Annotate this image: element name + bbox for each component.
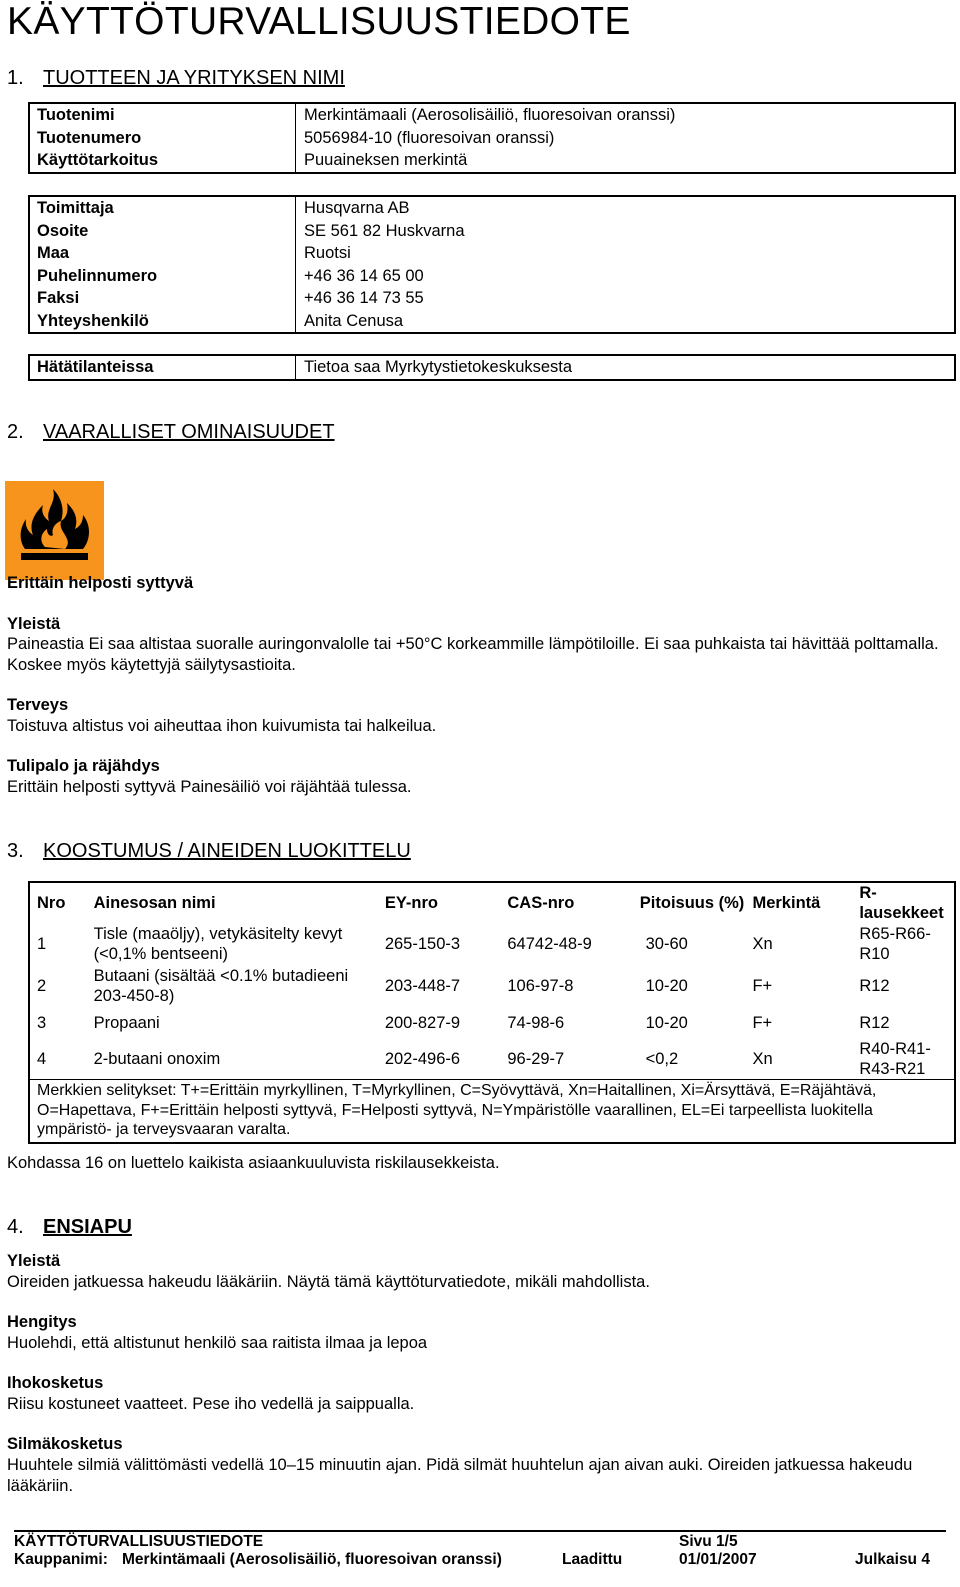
field-value: SE 561 82 Huskvarna <box>296 220 956 243</box>
section-title: KOOSTUMUS / AINEIDEN LUOKITTELU <box>43 840 411 862</box>
subsection-text: Huuhtele silmiä välittömästi vedellä 10–15 minuutin ajan. Pidä silmät huuhtelun ajan aivan auki. Oireiden jatkuessa hakeudu lääkäriin. <box>7 1456 913 1495</box>
table-cell: R65-R66-R10 <box>859 925 931 963</box>
table-cell: Butaani (sisältää <0.1% butadieeni 203-450-8) <box>93 967 349 1005</box>
table-row <box>29 127 955 150</box>
subsection-text: Oireiden jatkuessa hakeudu lääkäriin. Näytä tämä käyttöturvatiedote, mikäli mahdollista. <box>7 1273 650 1291</box>
field-value: Husqvarna AB <box>296 196 956 220</box>
table-cell: 96-29-7 <box>507 1050 565 1068</box>
field-label: Faksi <box>37 289 80 308</box>
subsection-heading: Tulipalo ja räjähdys <box>7 757 160 775</box>
table-cell: Xn <box>752 1050 773 1068</box>
section-3-heading <box>7 839 411 863</box>
table-cell: 64742-48-9 <box>507 935 592 953</box>
column-header: EY-nro <box>384 894 438 912</box>
field-value: 5056984-10 (fluoresoivan oranssi) <box>296 127 956 150</box>
table-cell: R12 <box>859 977 890 995</box>
field-label: Toimittaja <box>37 199 114 218</box>
column-header: Pitoisuus (%) <box>639 894 745 912</box>
field-label: Maa <box>37 244 70 263</box>
table-cell: 265-150-3 <box>384 935 461 953</box>
column-header: R-lausekkeet <box>859 884 944 922</box>
table-row <box>29 103 955 127</box>
table-row <box>29 310 955 334</box>
section-number: 1. <box>7 67 24 89</box>
table-row <box>29 220 955 243</box>
field-value: Ruotsi <box>296 242 956 265</box>
section-title: VAARALLISET OMINAISUUDET <box>43 421 335 443</box>
field-value: Merkintämaali (Aerosolisäiliö, fluoresoivan oranssi) <box>296 103 956 127</box>
table-cell: R12 <box>859 1014 890 1032</box>
column-header: CAS-nro <box>507 894 575 912</box>
table-cell: 3 <box>37 1014 47 1032</box>
field-value: +46 36 14 73 55 <box>296 287 956 310</box>
legend-row <box>29 1080 955 1143</box>
page-footer <box>14 1530 946 1568</box>
field-value: Tietoa saa Myrkytystietokeskuksesta <box>296 355 956 380</box>
table-cell: Propaani <box>93 1014 160 1032</box>
table-cell: F+ <box>752 977 773 995</box>
table-row <box>29 1039 955 1080</box>
column-header: Nro <box>37 894 66 912</box>
subsection-heading: Hengitys <box>7 1313 77 1331</box>
field-label: Tuotenumero <box>37 128 142 147</box>
table-cell: 203-448-7 <box>384 977 461 995</box>
table-header-row <box>29 882 955 923</box>
field-value: Anita Cenusa <box>296 310 956 334</box>
subsection-heading: Terveys <box>7 696 69 714</box>
legend-text: Merkkien selitykset: T+=Erittäin myrkyllinen, T=Myrkyllinen, C=Syövyttävä, Xn=Haitallinen, Xi=Ärsyttävä, E=Räjähtävä, O=Hapettava, F+=Erittäin helposti syttyvä, F=Helposti syttyvä, N=Ympäristölle vaarallinen, EL=Ei tarpeellista luokitella ympäristö- ja terveysvaaran varalta. <box>29 1080 955 1143</box>
table-cell: 74-98-6 <box>507 1014 565 1032</box>
table-row <box>29 1007 955 1039</box>
table-row <box>29 355 955 380</box>
column-header: Ainesosan nimi <box>93 894 216 912</box>
table-row <box>29 196 955 220</box>
field-label: Osoite <box>37 221 89 240</box>
document-title: KÄYTTÖTURVALLISUUSTIEDOTE <box>7 0 631 43</box>
field-label: Tuotenimi <box>37 106 115 125</box>
table-row <box>29 287 955 310</box>
field-label: Yhteyshenkilö <box>37 311 149 330</box>
table-cell: 2 <box>37 977 47 995</box>
table-cell: 2-butaani onoxim <box>93 1050 221 1068</box>
footer-edition: Julkaisu 4 <box>855 1551 930 1568</box>
table-cell: <0,2 <box>645 1050 679 1068</box>
footer-page: Sivu 1/5 <box>679 1533 738 1550</box>
table-row <box>29 242 955 265</box>
table-cell: Xn <box>752 935 773 953</box>
field-label: Puhelinnumero <box>37 266 158 285</box>
composition-table <box>28 881 956 1144</box>
table-cell: 4 <box>37 1050 47 1068</box>
section-number: 2. <box>7 421 24 443</box>
field-value: Puuaineksen merkintä <box>296 149 956 173</box>
table-row <box>29 965 955 1007</box>
subsection-heading: Yleistä <box>7 615 61 633</box>
section-number: 4. <box>7 1216 24 1238</box>
table-cell: 1 <box>37 935 47 953</box>
section-title: ENSIAPU <box>43 1216 132 1238</box>
field-label: Käyttötarkoitus <box>37 151 159 170</box>
subsection-text: Toistuva altistus voi aiheuttaa ihon kuivumista tai halkeilua. <box>7 717 437 735</box>
footer-created-date: 01/01/2007 <box>679 1551 757 1568</box>
footer-created-label: Laadittu <box>562 1551 623 1568</box>
supplier-table <box>28 195 956 334</box>
flammable-pictogram <box>5 481 104 580</box>
table-row <box>29 923 955 965</box>
hazard-label: Erittäin helposti syttyvä <box>7 574 194 592</box>
table-cell: 30-60 <box>645 935 688 953</box>
table-row <box>29 149 955 173</box>
footer-title: KÄYTTÖTURVALLISUUSTIEDOTE <box>14 1533 264 1550</box>
table-cell: 106-97-8 <box>507 977 574 995</box>
field-value: +46 36 14 65 00 <box>296 265 956 288</box>
table-cell: 202-496-6 <box>384 1050 461 1068</box>
table-cell: 10-20 <box>645 1014 688 1032</box>
section-number: 3. <box>7 840 24 862</box>
table-cell: Tisle (maaöljy), vetykäsitelty kevyt (<0,1% bentseeni) <box>93 925 343 963</box>
subsection-text: Erittäin helposti syttyvä Painesäiliö voi räjähtää tulessa. <box>7 778 412 796</box>
subsection-text: Paineastia Ei saa altistaa suoralle auringonvalolle tai +50°C korkeammille lämpötiloille. Ei saa puhkaista tai hävittää polttamalla. Koskee myös käytettyjä säilytysastioita. <box>7 635 939 674</box>
table-row <box>29 265 955 288</box>
footer-trade-name: Merkintämaali (Aerosolisäiliö, fluoresoivan oranssi) <box>122 1551 502 1568</box>
table-cell: R40-R41-R43-R21 <box>859 1040 931 1078</box>
product-table <box>28 102 956 174</box>
subsection-heading: Ihokosketus <box>7 1374 104 1392</box>
field-label: Hätätilanteissa <box>37 358 154 377</box>
emergency-table <box>28 354 956 381</box>
footer-trade-label: Kauppanimi: <box>14 1551 108 1568</box>
subsection-heading: Silmäkosketus <box>7 1435 123 1453</box>
section-4-heading <box>7 1215 132 1239</box>
subsection-heading: Yleistä <box>7 1252 61 1270</box>
section-2-heading <box>7 420 335 444</box>
table-cell: 200-827-9 <box>384 1014 461 1032</box>
table-cell: F+ <box>752 1014 773 1032</box>
subsection-text: Huolehdi, että altistunut henkilö saa raitista ilmaa ja lepoa <box>7 1334 428 1352</box>
section-1-heading <box>7 66 345 90</box>
flame-icon <box>5 481 104 580</box>
section-title: TUOTTEEN JA YRITYKSEN NIMI <box>43 67 345 89</box>
table-cell: 10-20 <box>645 977 688 995</box>
risk-phrase-note: Kohdassa 16 on luettelo kaikista asiaankuuluvista riskilausekkeista. <box>7 1154 500 1172</box>
column-header: Merkintä <box>752 894 821 912</box>
subsection-text: Riisu kostuneet vaatteet. Pese iho vedellä ja saippualla. <box>7 1395 415 1413</box>
